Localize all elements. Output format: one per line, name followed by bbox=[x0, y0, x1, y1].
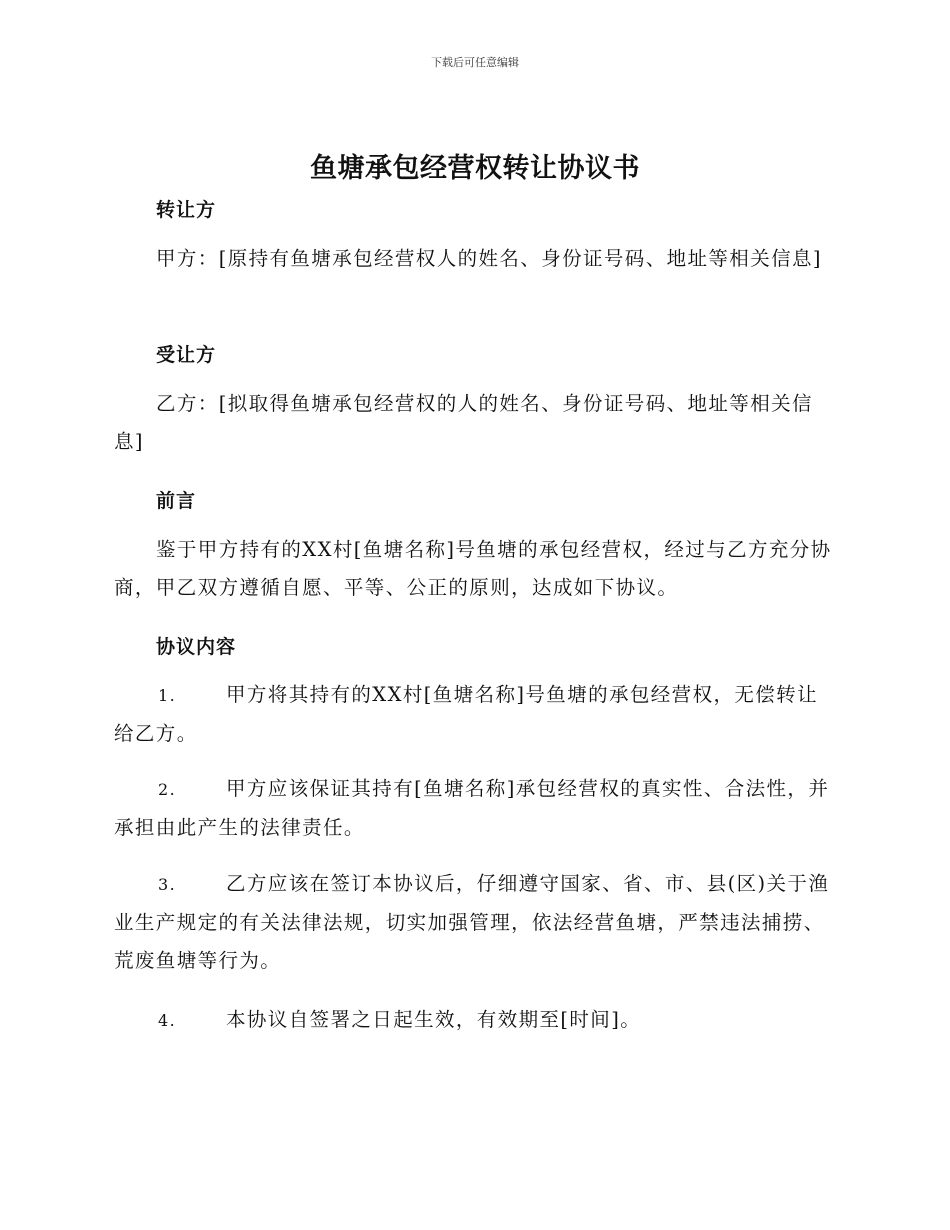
agreement-item bbox=[114, 1001, 834, 1040]
item-number: 4. bbox=[158, 1011, 177, 1030]
item-text: 乙方应该在签订本协议后，仔细遵守国家、省、市、县(区)关于渔业生产规定的有关法律法规，切实加强管理，依法经营鱼塘，严禁违法捕捞、荒废鱼塘等行为。 bbox=[114, 872, 830, 972]
item-number: 1. bbox=[158, 686, 177, 705]
agreement-item bbox=[114, 770, 834, 847]
section-heading-preface: 前言 bbox=[156, 490, 197, 512]
transferor-paragraph: 甲方：[原持有鱼塘承包经营权人的姓名、身份证号码、地址等相关信息] bbox=[156, 247, 822, 270]
section-heading-transferor: 转让方 bbox=[156, 199, 217, 221]
document-title: 鱼塘承包经营权转让协议书 bbox=[310, 153, 640, 184]
transferee-paragraph: 乙方：[拟取得鱼塘承包经营权的人的姓名、身份证号码、地址等相关信息] bbox=[114, 392, 813, 453]
section-heading-transferee: 受让方 bbox=[156, 344, 217, 366]
item-text: 本协议自签署之日起生效，有效期至[时间]。 bbox=[226, 1008, 642, 1031]
preface-paragraph: 鉴于甲方持有的XX村[鱼塘名称]号鱼塘的承包经营权，经过与乙方充分协商，甲乙双方遵循自愿、平等、公正的原则，达成如下协议。 bbox=[114, 538, 832, 599]
header-note: 下载后可任意编辑 bbox=[431, 56, 519, 69]
item-number: 3. bbox=[158, 875, 177, 894]
item-number: 2. bbox=[158, 780, 177, 799]
agreement-item bbox=[114, 865, 834, 980]
agreement-item bbox=[114, 676, 834, 753]
section-heading-content: 协议内容 bbox=[156, 636, 237, 658]
item-text: 甲方应该保证其持有[鱼塘名称]承包经营权的真实性、合法性，并承担由此产生的法律责任。 bbox=[114, 777, 830, 839]
item-text: 甲方将其持有的XX村[鱼塘名称]号鱼塘的承包经营权，无偿转让给乙方。 bbox=[114, 683, 818, 745]
